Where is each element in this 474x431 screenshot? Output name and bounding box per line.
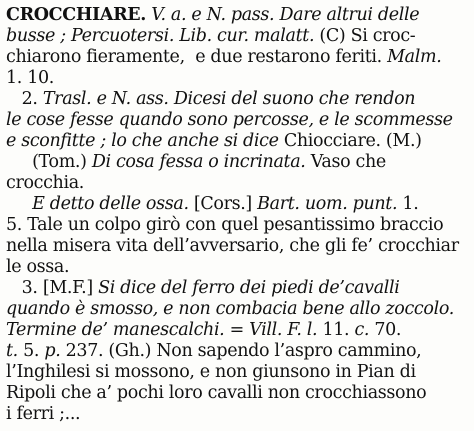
entry-line: [6, 403, 474, 425]
entry-line-text: [6, 4, 419, 26]
entry-text: Trasl. e N. ass. Dicesi del suono che rendon: [42, 89, 416, 109]
entry-text: 2.: [6, 89, 43, 109]
entry-text: 70.: [369, 320, 402, 340]
entry-line-text: [6, 193, 418, 215]
entry-line-text: [6, 256, 69, 278]
entry-text: 1.: [397, 194, 419, 214]
entry-line-text: [6, 46, 441, 68]
entry-text: quando è smosso, e non combacia bene allo zoccolo.: [6, 299, 454, 319]
entry-text: Di cosa fessa o incrinata.: [91, 152, 306, 172]
entry-line: [6, 277, 474, 299]
entry-line: [6, 319, 474, 341]
entry-text: Chiocciare. (M.): [278, 131, 422, 151]
entry-text: Vaso che: [305, 152, 386, 172]
entry-text: crocchia.: [6, 173, 85, 193]
entry-text: 11.: [317, 320, 355, 340]
entry-text: 3. [M.F.]: [6, 278, 99, 298]
entry-line-text: [6, 298, 454, 320]
entry-text: 1. 10.: [6, 68, 54, 88]
entry-line-text: [6, 277, 400, 299]
entry-text: p.: [44, 341, 61, 361]
entry-text: t.: [6, 341, 18, 361]
entry-text: l’Inghilesi si mossono, e non giunsono in Pian di: [6, 362, 416, 382]
entry-line: [6, 382, 474, 404]
entry-text: Si dice del ferro dei piedi de’cavalli: [98, 278, 400, 298]
entry-text: Bart. uom. punt.: [257, 194, 398, 214]
entry-line: [6, 130, 474, 152]
entry-line: [6, 340, 474, 362]
entry-text: busse ; Percuotersi. Lib. cur. malatt.: [6, 26, 315, 46]
headword: CROCCHIARE.: [6, 5, 146, 25]
entry-text: c.: [354, 320, 370, 340]
entry-text: 237. (Gh.) Non sapendo l’aspro cammino,: [60, 341, 422, 361]
entry-line-text: [6, 172, 84, 194]
entry-line: [6, 361, 474, 383]
entry-line-text: [6, 403, 80, 425]
entry-line: [6, 151, 474, 173]
entry-line-text: [6, 235, 459, 257]
entry-text: E detto delle ossa.: [32, 194, 189, 214]
entry-line-text: [6, 109, 453, 131]
entry-line: [6, 214, 474, 236]
entry-text: Termine de’ manescalchi. = Vill. F. l.: [6, 320, 318, 340]
entry-text: [Cors.]: [188, 194, 258, 214]
entry-line-text: [6, 151, 386, 173]
entry-line: [6, 256, 474, 278]
entry-line-text: [6, 67, 54, 89]
entry-line-text: [6, 25, 415, 47]
entry-text: (Tom.): [6, 152, 92, 172]
entry-line: [6, 193, 474, 215]
entry-line: [6, 67, 474, 89]
entry-text: Ripoli che a’ pochi loro cavalli non crocchiassono: [6, 383, 427, 403]
entry-text: i ferri ;...: [6, 404, 81, 424]
entry-line: [6, 46, 474, 68]
entry-text: Malm.: [387, 47, 442, 67]
entry-line-text: [6, 319, 401, 341]
entry-line-text: [6, 88, 415, 110]
entry-text: V. a. e N. pass. Dare altrui delle: [146, 5, 420, 25]
entry-text: e sconfitte ; lo che anche si dice: [6, 131, 279, 151]
entry-line: [6, 4, 474, 26]
entry-line: [6, 25, 474, 47]
entry-text: le cose fesse quando sono percosse, e le scommesse: [6, 110, 453, 130]
entry-text: nella misera vita dell’avversario, che gli fe’ crocchiar: [6, 236, 459, 256]
entry-text: 5.: [17, 341, 45, 361]
entry-line: [6, 109, 474, 131]
entry-text: le ossa.: [6, 257, 70, 277]
entry-text: 5. Tale un colpo girò con quel pesantissimo braccio: [6, 215, 444, 235]
entry-line-text: [6, 382, 426, 404]
entry-line-text: [6, 361, 416, 383]
entry-line: [6, 88, 474, 110]
entry-line-text: [6, 340, 421, 362]
entry-text: chiarono fieramente, e due restarono feriti.: [6, 47, 388, 67]
entry-line-text: [6, 130, 422, 152]
entry-text: (C) Si croc-: [314, 26, 416, 46]
entry-line-text: [6, 214, 443, 236]
entry-line: [6, 172, 474, 194]
entry-line: [6, 235, 474, 257]
entry-text: [6, 194, 32, 214]
entry-line: [6, 298, 474, 320]
